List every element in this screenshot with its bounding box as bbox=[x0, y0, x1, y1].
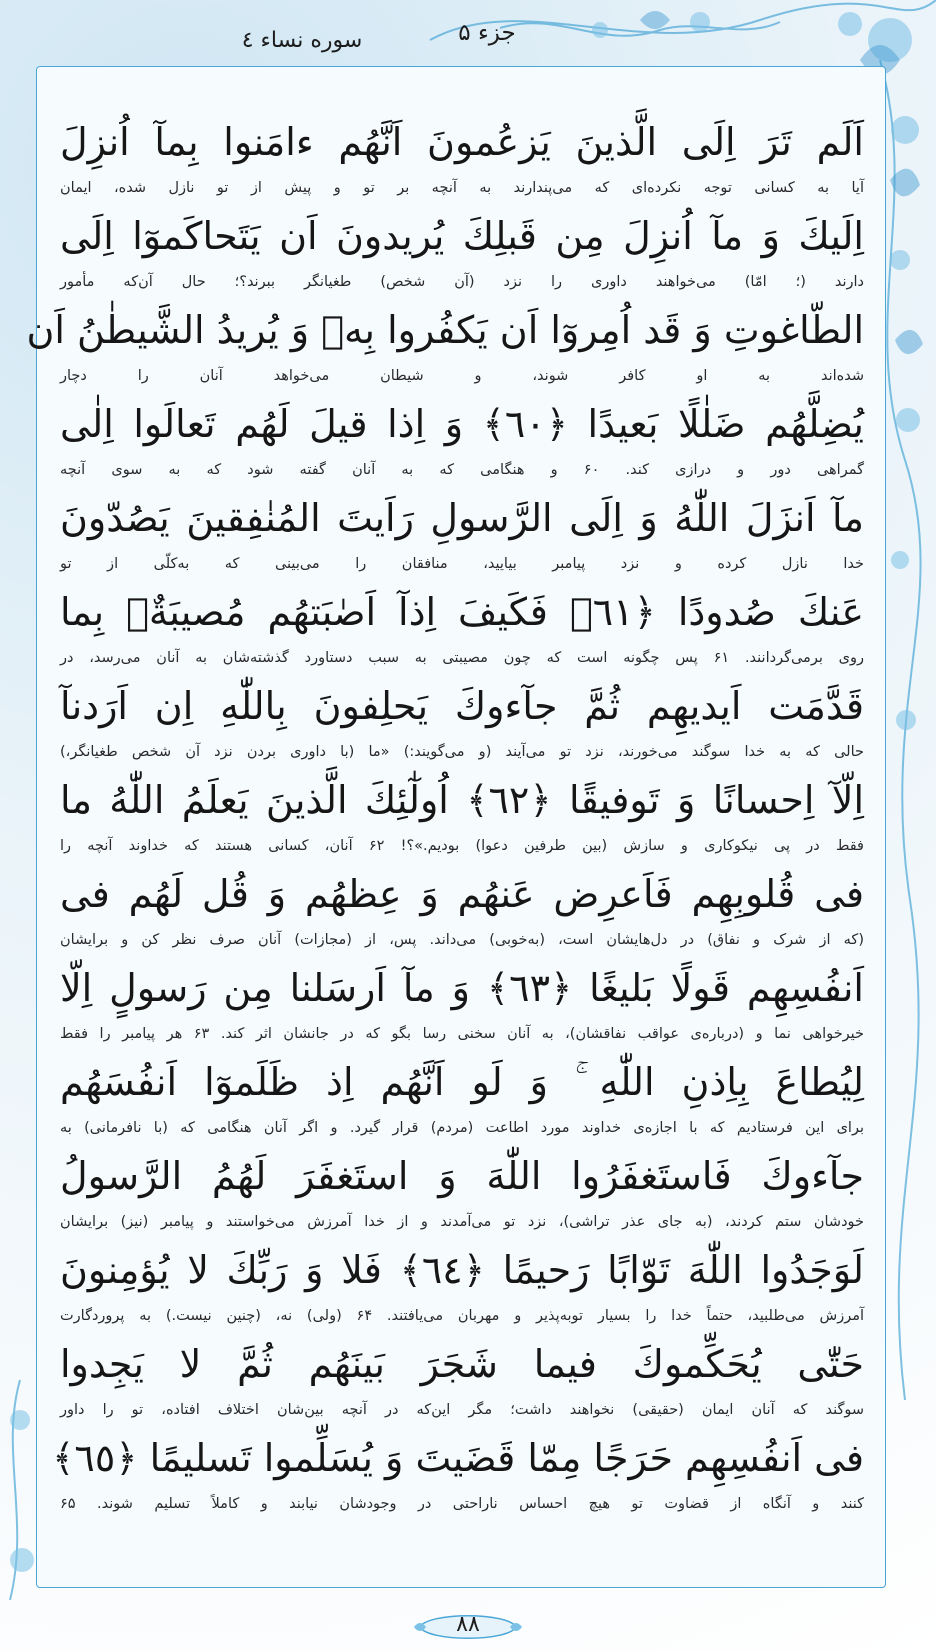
translation-line-14: سوگند که آنان ایمان (حقیقی) نخواهند داشت؛ مگر این‌که در آنچه بین‌شان اختلاف افتاده، تو را داور bbox=[60, 1402, 864, 1418]
arabic-line-8: اِلّآ اِحسانًا وَ تَوفيقًا ﴿٦٢﴾ اُولٰٓئِكَ الَّذينَ يَعلَمُ اللّٰهُ ما bbox=[60, 778, 865, 822]
translation-line-4: گمراهی دور و درازی کند. ۶۰ و هنگامی که به آنان گفته شود که به سوی آنچه bbox=[60, 462, 864, 478]
arabic-line-1: اَلَم تَرَ اِلَى الَّذينَ يَزعُمونَ اَنَّهُم ءامَنوا بِمآ اُنزِلَ bbox=[60, 120, 864, 164]
translation-line-1: آیا به کسانی توجه نکرده‌ای که می‌پندارند به آنچه بر تو و پیش از تو نازل شده، ایمان bbox=[60, 180, 864, 196]
juz-label: جزء ۵ bbox=[458, 20, 516, 46]
translation-line-11: برای این فرستادیم که با اجازه‌ی خداوند مورد اطاعت (مردم) قرار گیرد. و اگر آنان هنگامی که (با نافرمانی) به bbox=[60, 1120, 864, 1136]
translation-line-12: خودشان ستم کردند، (به جای عذر تراشی)، نزد تو می‌آمدند و از خدا آمرزش می‌خواستند و پیامبر (نیز) برایشان bbox=[60, 1214, 864, 1230]
arabic-line-6: عَنكَ صُدودًا ﴿٦١﴾ فَكَيفَ اِذآ اَصٰبَتهُم مُصيبَةٌۢ بِما bbox=[60, 590, 864, 634]
arabic-line-4: يُضِلَّهُم ضَلٰلًا بَعيدًا ﴿٦٠﴾ وَ اِذا قيلَ لَهُم تَعالَوا اِلٰى bbox=[60, 402, 864, 446]
arabic-line-5: مآ اَنزَلَ اللّٰهُ وَ اِلَى الرَّسولِ رَاَيتَ المُنٰفِقينَ يَصُدّونَ bbox=[60, 496, 864, 540]
arabic-line-13: لَوَجَدُوا اللّٰهَ تَوّابًا رَحيمًا ﴿٦٤﴾ فَلا وَ رَبِّكَ لا يُؤمِنونَ bbox=[60, 1248, 864, 1292]
translation-line-10: خیرخواهی نما و (درباره‌ی عواقب نفاقشان)، به آنان سخنی رسا بگو که در جانشان اثر کند. ۶۳ هر پیامبر را فقط bbox=[60, 1026, 864, 1042]
translation-line-9: (که از شرک و نفاق) در دل‌هایشان است، (به‌خوبی) می‌داند. پس، از (مجازات) آنان صرف نظر کن و برایشان bbox=[60, 932, 864, 948]
page-number-badge bbox=[414, 1608, 522, 1646]
translation-line-15: کنند و آنگاه از قضاوت تو هیچ احساس ناراحتی در وجودشان نیابند و کاملاً تسلیم شوند. ۶۵ bbox=[60, 1496, 864, 1512]
translation-line-6: روی برمی‌گردانند. ۶۱ پس چگونه است که چون مصیبتی به سبب دستاورد گذشته‌شان به آنان می‌رسد، در bbox=[60, 650, 864, 666]
arabic-line-10: اَنفُسِهِم قَولًا بَليغًا ﴿٦٣﴾ وَ مآ اَرسَلنا مِن رَسولٍ اِلّا bbox=[60, 966, 864, 1010]
surah-title: سوره نساء ٤ bbox=[241, 28, 363, 53]
arabic-line-2: اِلَيكَ وَ مآ اُنزِلَ مِن قَبلِكَ يُريدونَ اَن يَتَحاكَموٓا اِلَى bbox=[60, 214, 864, 258]
arabic-line-3: الطّاغوتِ وَ قَد اُمِروٓا اَن يَكفُروا بِهٖ وَ يُريدُ الشَّيطٰنُ اَن bbox=[26, 308, 864, 352]
translation-line-7: حالی که به خدا سوگند می‌خورند، نزد تو می‌آیند (و می‌گویند:) «ما (با داوری بردن نزد آن شخص طغیانگر،) bbox=[60, 744, 864, 760]
translation-line-5: خدا نازل کرده و نزد پیامبر بیایید، منافقان را می‌بینی که به‌کلّی از تو bbox=[60, 556, 864, 572]
arabic-line-11: لِيُطاعَ بِاِذنِ اللّٰهِ ۚ وَ لَو اَنَّهُم اِذ ظَلَموٓا اَنفُسَهُم bbox=[60, 1060, 864, 1104]
page-number: ۸۸ bbox=[456, 1612, 480, 1637]
translation-line-2: دارند (؛ امّا) می‌خواهند داوری را نزد (آن شخص) طغیانگر ببرند؟؛ حال آن‌که مأمور bbox=[60, 274, 864, 290]
arabic-line-9: فى قُلوبِهِم فَاَعرِض عَنهُم وَ عِظهُم وَ قُل لَهُم فى bbox=[60, 872, 864, 916]
arabic-line-12: جآءوكَ فَاستَغفَرُوا اللّٰهَ وَ استَغفَرَ لَهُمُ الرَّسولُ bbox=[60, 1154, 864, 1198]
translation-line-8: فقط در پی نیکوکاری و سازش (بین طرفین دعوا) بودیم.»؟! ۶۲ آنان، کسانی هستند که خداوند آنچه را bbox=[60, 838, 864, 854]
arabic-line-7: قَدَّمَت اَيديهِم ثُمَّ جآءوكَ يَحلِفونَ بِاللّٰهِ اِن اَرَدنآ bbox=[60, 684, 864, 728]
translation-line-13: آمرزش می‌طلبید، حتماً خدا را بسیار توبه‌پذیر و مهربان می‌یافتند. ۶۴ (ولی) نه، (چنین نیست.) به پروردگارت bbox=[60, 1308, 864, 1324]
arabic-line-14: حَتّٰى يُحَكِّموكَ فيما شَجَرَ بَينَهُم ثُمَّ لا يَجِدوا bbox=[60, 1342, 864, 1386]
arabic-line-15: فى اَنفُسِهِم حَرَجًا مِمّا قَضَيتَ وَ يُسَلِّموا تَسليمًا ﴿٦٥﴾ bbox=[52, 1436, 864, 1480]
translation-line-3: شده‌اند به او کافر شوند، و شیطان می‌خواهد آنان را دچار bbox=[60, 368, 864, 384]
